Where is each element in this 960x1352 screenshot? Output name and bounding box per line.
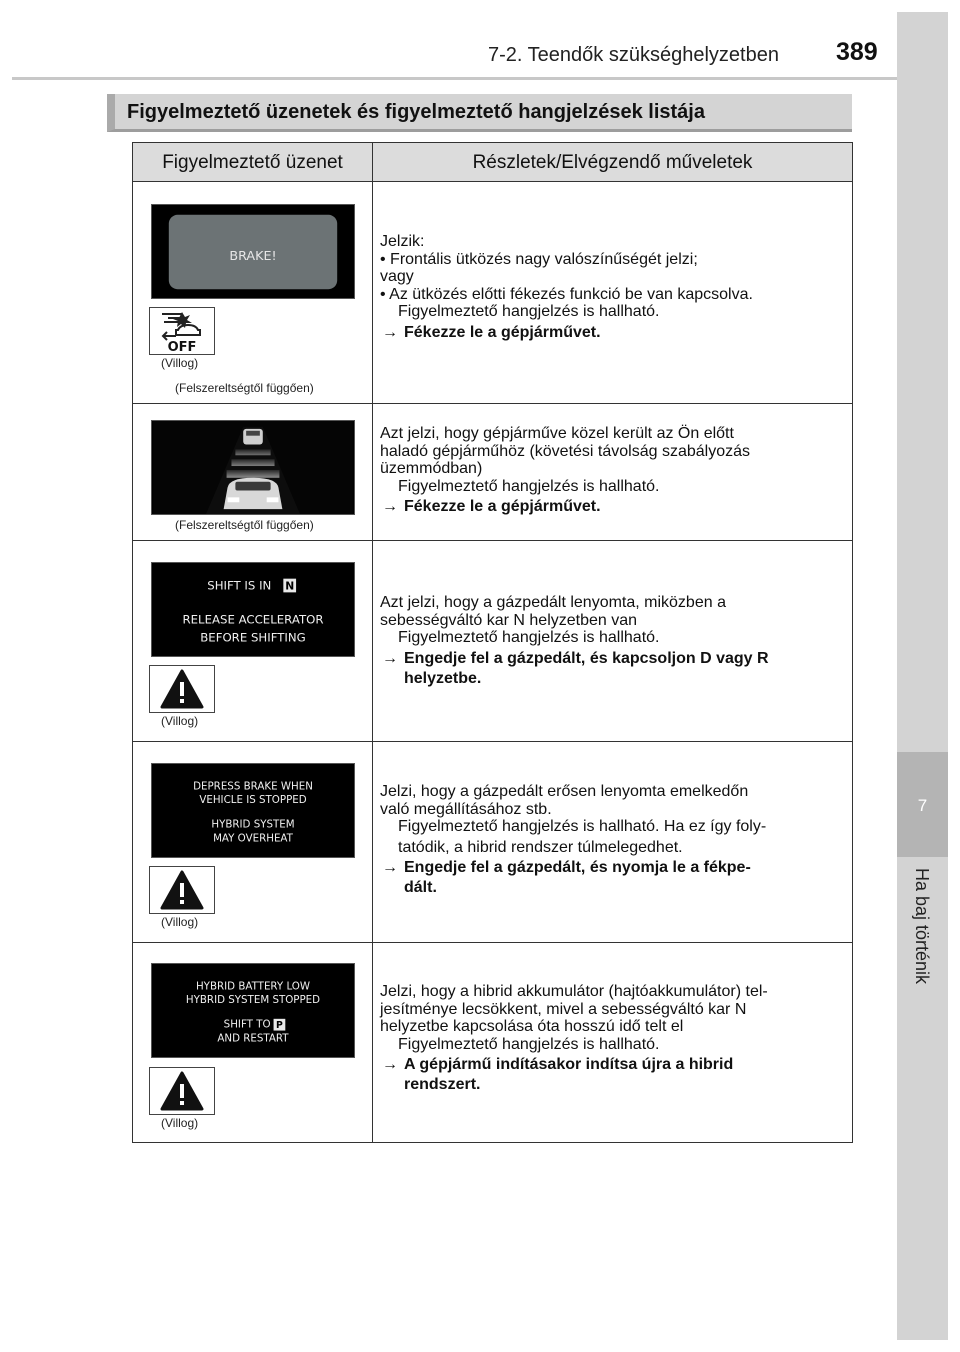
desc-line: sebességváltó kar N helyzetben van	[380, 611, 638, 629]
desc-line: vagy	[380, 268, 414, 285]
blink-caption: (Villog)	[161, 1116, 199, 1130]
row-description	[380, 425, 846, 517]
desc-line: Figyelmeztető hangjelzés is hallható.	[398, 629, 660, 646]
desc-line: Jelzi, hogy a hibrid akkumulátor (hajtóakkumulátor) tel-	[380, 983, 768, 1000]
desc-line: helyzetbe kapcsolása óta hosszú idő telt el	[380, 1018, 684, 1035]
row-description	[380, 233, 846, 343]
desc-line: üzemmódban)	[380, 460, 483, 477]
brake-overheat-display	[151, 763, 355, 858]
row-separator	[133, 403, 852, 404]
arrow-icon: →	[382, 859, 398, 876]
screen-text: HYBRID BATTERY LOW	[195, 980, 311, 993]
row-description	[380, 594, 846, 689]
desc-line: Figyelmeztető hangjelzés is hallható.	[398, 1035, 660, 1053]
equipment-caption: (Felszereltségtől függően)	[175, 518, 314, 532]
row-separator	[133, 540, 852, 541]
desc-line: való megállításához stb.	[380, 800, 552, 818]
desc-line: • Az ütközés előtti fékezés funkció be van kapcsolva.	[380, 285, 753, 303]
column-separator	[372, 143, 373, 1142]
table-header-row	[133, 143, 852, 182]
screen-text: BEFORE SHIFTING	[200, 630, 306, 645]
side-tab-label	[897, 868, 948, 1008]
arrow-icon: →	[382, 498, 398, 515]
side-tab-chapter-number: 7	[917, 796, 928, 815]
desc-line: Azt jelzi, hogy a gázpedált lenyomta, miközben a	[380, 594, 726, 611]
desc-line: haladó gépjárműhöz (követési távolság szabályozás	[380, 442, 750, 460]
row-description	[380, 983, 846, 1095]
gear-p-indicator: P	[276, 1020, 283, 1032]
screen-text: RELEASE ACCELERATOR	[182, 612, 324, 627]
desc-line: Azt jelzi, hogy gépjárműve közel került az Ön előtt	[380, 425, 734, 442]
desc-line: Figyelmeztető hangjelzés is hallható. Ha ez így foly-	[398, 818, 767, 835]
screen-text: MAY OVERHEAT	[213, 832, 293, 845]
screen-text: AND RESTART	[217, 1032, 289, 1045]
shift-warning-display	[151, 562, 355, 657]
screen-text: HYBRID SYSTEM STOPPED	[185, 994, 321, 1007]
screen-text: SHIFT TO	[223, 1018, 271, 1031]
screen-text: VEHICLE IS STOPPED	[199, 794, 307, 807]
warning-triangle-icon	[149, 1067, 215, 1115]
blink-caption: (Villog)	[161, 915, 199, 929]
screen-text: HYBRID SYSTEM	[211, 818, 295, 831]
icon-off-label: OFF	[167, 340, 197, 354]
row-separator	[133, 741, 852, 742]
vehicle-ahead-display	[151, 420, 355, 515]
table-header-message: Figyelmeztető üzenet	[162, 152, 343, 173]
pre-collision-off-icon	[149, 307, 215, 355]
action-line: → A gépjármű indításakor indítsa újra a hibrid rendszert.	[382, 1056, 734, 1093]
table-header-details: Részletek/Elvégzendő műveletek	[472, 152, 753, 173]
warning-table	[132, 142, 853, 1143]
gear-n-indicator: N	[285, 579, 295, 593]
desc-line: Jelzik:	[380, 233, 425, 250]
screen-text: BRAKE!	[229, 247, 277, 263]
desc-line: Jelzi, hogy a gázpedált erősen lenyomta emelkedőn	[380, 783, 749, 800]
side-tab-label-text: Ha baj történik	[912, 868, 932, 985]
desc-line: Figyelmeztető hangjelzés is hallható.	[398, 477, 660, 495]
blink-caption: (Villog)	[161, 356, 199, 370]
row-description	[380, 783, 846, 898]
arrow-icon: →	[382, 323, 398, 341]
action-line: → Fékezze le a gépjárművet.	[382, 498, 601, 515]
row-separator	[133, 942, 852, 943]
header-rule	[12, 77, 948, 80]
hybrid-battery-display	[151, 963, 355, 1058]
warning-triangle-icon	[149, 866, 215, 914]
section-heading	[107, 94, 852, 132]
chapter-title: 7-2. Teendők szükséghelyzetben	[488, 44, 779, 66]
equipment-caption: (Felszereltségtől függően)	[175, 381, 314, 395]
warning-triangle-icon	[149, 665, 215, 713]
screen-text: DEPRESS BRAKE WHEN	[193, 780, 313, 793]
desc-line: • Frontális ütközés nagy valószínűségét jelzi;	[380, 250, 698, 268]
action-line: → Engedje fel a gázpedált, és kapcsoljon D vagy R helyzetbe.	[382, 649, 769, 687]
page-number: 389	[836, 38, 878, 66]
blink-caption: (Villog)	[161, 714, 199, 728]
section-heading-text: Figyelmeztető üzenetek és figyelmeztető hangjelzések listája	[127, 101, 705, 123]
side-tab	[897, 12, 948, 1340]
action-line: → Engedje fel a gázpedált, és nyomja le a fékpe- dált.	[382, 859, 751, 896]
screen-text: SHIFT IS IN	[207, 578, 272, 593]
desc-line: Figyelmeztető hangjelzés is hallható.	[398, 303, 660, 320]
desc-line: jesítménye lecsökkent, mivel a sebességváltó kar N	[380, 1000, 747, 1018]
arrow-icon: →	[382, 1056, 398, 1073]
action-line: → Fékezze le a gépjárművet.	[382, 323, 601, 341]
arrow-icon: →	[382, 649, 398, 667]
desc-line: tatódik, a hibrid rendszer túlmelegedhet.	[398, 838, 683, 856]
brake-warning-display	[151, 204, 355, 299]
